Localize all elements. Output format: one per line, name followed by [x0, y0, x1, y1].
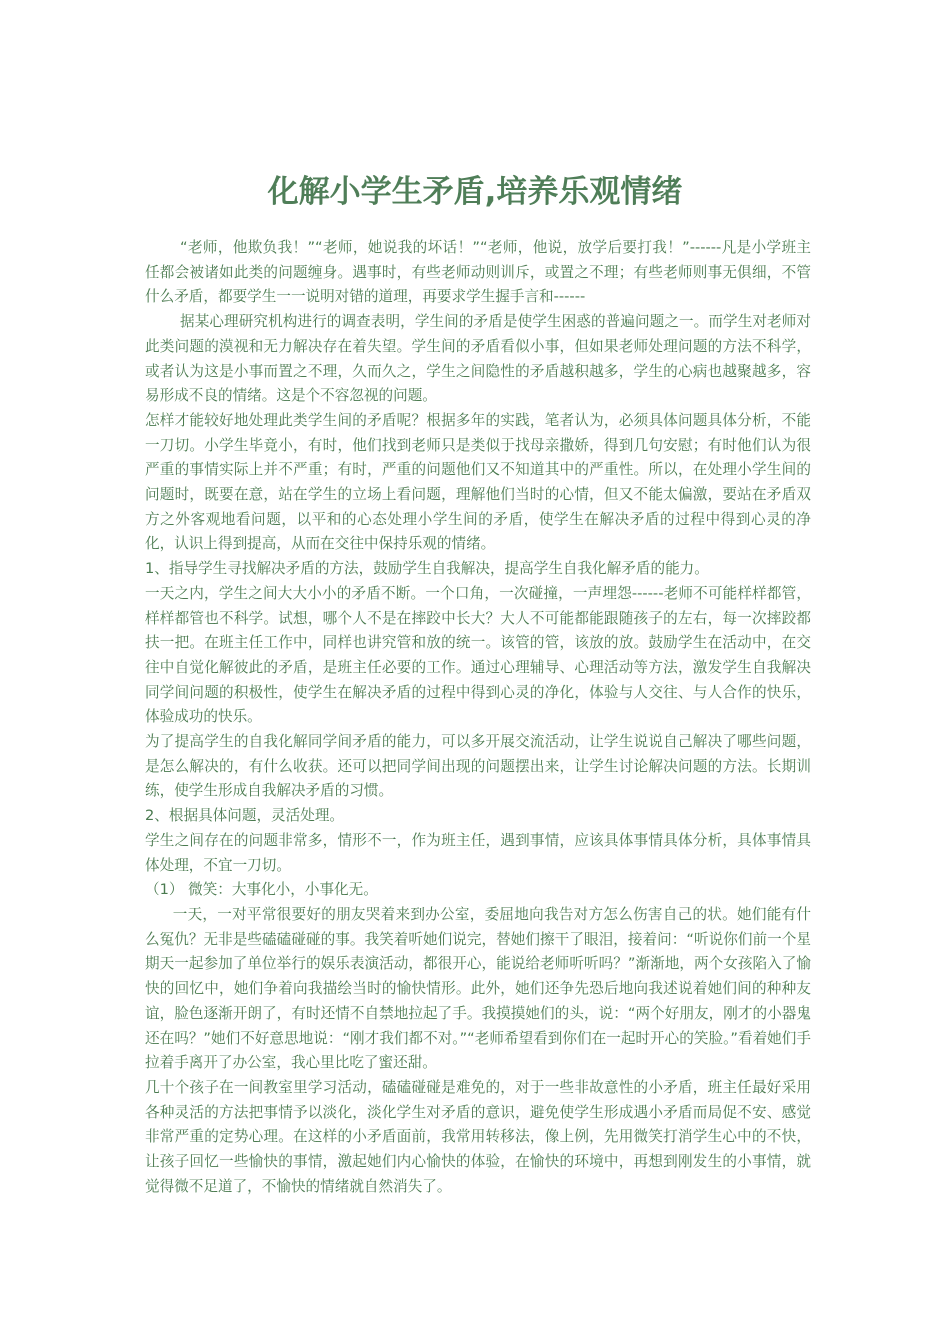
document-body: [145, 236, 811, 1199]
paragraph-exchange: 为了提高学生的自我化解同学间矛盾的能力，可以多开展交流活动，让学生说说自己解决了哪些问题，是怎么解决的，有什么收获。还可以把同学间出现的问题摆出来，让学生讨论解决问题的方法。长期训练，使学生形成自我解决矛盾的习惯。: [145, 733, 811, 800]
paragraph-self-solve: 一天之内，学生之间大大小小的矛盾不断。一个口角，一次碰撞，一声埋怨------老师不可能样样都管，样样都管也不科学。试想，哪个人不是在摔跤中长大？大人不可能都能跟随孩子的左右，每一次摔跤都扶一把。在班主任工作中，同样也讲究管和放的统一。该管的管，该放的放。鼓励学生在活动中，在交往中自觉化解彼此的矛盾，是班主任必要的工作。通过心理辅导、心理活动等方法，激发学生自我解决同学间问题的积极性，使学生在解决矛盾的过程中得到心灵的净化，体验与人交往、与人合作的快乐，体验成功的快乐。: [145, 584, 811, 726]
paragraph-survey: 据某心理研究机构进行的调查表明，学生间的矛盾是使学生困惑的普遍问题之一。而学生对老师对此类问题的漠视和无力解决存在着失望。学生间的矛盾看似小事，但如果老师处理问题的方法不科学，或者认为这是小事而置之不理，久而久之，学生之间隐性的矛盾越积越多，学生的心病也越聚越多，容易形成不良的情绪。这是个不容忽视的问题。: [145, 313, 811, 405]
paragraph-intro: “老师，他欺负我！”“老师，她说我的坏话！”“老师，他说，放学后要打我！”------凡是小学班主任都会被诸如此类的问题缠身。遇事时，有些老师动则训斥，或置之不理；有些老师则事无俱细，不管什么矛盾，都要学生一一说明对错的道理，再要求学生握手言和------: [145, 239, 811, 306]
document-title: 化解小学生矛盾,培养乐观情绪: [267, 174, 683, 210]
paragraph-approach: 怎样才能较好地处理此类学生间的矛盾呢？根据多年的实践，笔者认为，必须具体问题具体分析，不能一刀切。小学生毕竟小，有时，他们找到老师只是类似于找母亲撒娇，得到几句安慰；有时他们认为很严重的事情实际上并不严重；有时，严重的问题他们又不知道其中的严重性。所以，在处理小学生间的问题时，既要在意，站在学生的立场上看问题，理解他们当时的心情，但又不能太偏激，要站在矛盾双方之外客观地看问题，以平和的心态处理小学生间的矛盾，使学生在解决矛盾的过程中得到心灵的净化，认识上得到提高，从而在交往中保持乐观的情绪。: [145, 411, 811, 553]
section-heading-2: 2、根据具体问题，灵活处理。: [145, 807, 345, 825]
paragraph-flexible: 学生之间存在的问题非常多，情形不一，作为班主任，遇到事情，应该具体事情具体分析，具体事情具体处理，不宜一刀切。: [145, 831, 811, 874]
paragraph-story: 一天，一对平常很要好的朋友哭着来到办公室，委屈地向我告对方怎么伤害自己的状。她们能有什么冤仇？无非是些磕磕碰碰的事。我笑着听她们说完，替她们擦干了眼泪，接着问：“听说你们前一个星期天一起参加了单位举行的娱乐表演活动，都很开心，能说给老师听听吗？”渐渐地，两个女孩陷入了愉快的回忆中，她们争着向我描绘当时的愉快情形。此外，她们还争先恐后地向我述说着她们间的种种友谊，脸色逐渐开朗了，有时还情不自禁地拉起了手。我摸摸她们的头，说：“两个好朋友，刚才的小器鬼还在吗？”她们不好意思地说：“刚才我们都不对。”“老师希望看到你们在一起时开心的笑脸。”看着她们手拉着手离开了办公室，我心里比吃了蜜还甜。: [145, 905, 811, 1072]
section-heading-1: 1、指导学生寻找解决矛盾的方法，鼓励学生自我解决，提高学生自我化解矛盾的能力。: [145, 560, 709, 578]
subsection-heading-1: （1） 微笑：大事化小，小事化无。: [145, 881, 378, 899]
paragraph-conclusion: 几十个孩子在一间教室里学习活动，磕磕碰碰是难免的，对于一些非故意性的小矛盾，班主任最好采用各种灵活的方法把事情予以淡化，淡化学生对矛盾的意识，避免使学生形成遇小矛盾而局促不安、感觉非常严重的定势心理。在这样的小矛盾面前，我常用转移法，像上例，先用微笑打消学生心中的不快，让孩子回忆一些愉快的事情，激起她们内心愉快的体验，在愉快的环境中，再想到刚发生的小事情，就觉得微不足道了，不愉快的情绪就自然消失了。: [145, 1078, 811, 1195]
